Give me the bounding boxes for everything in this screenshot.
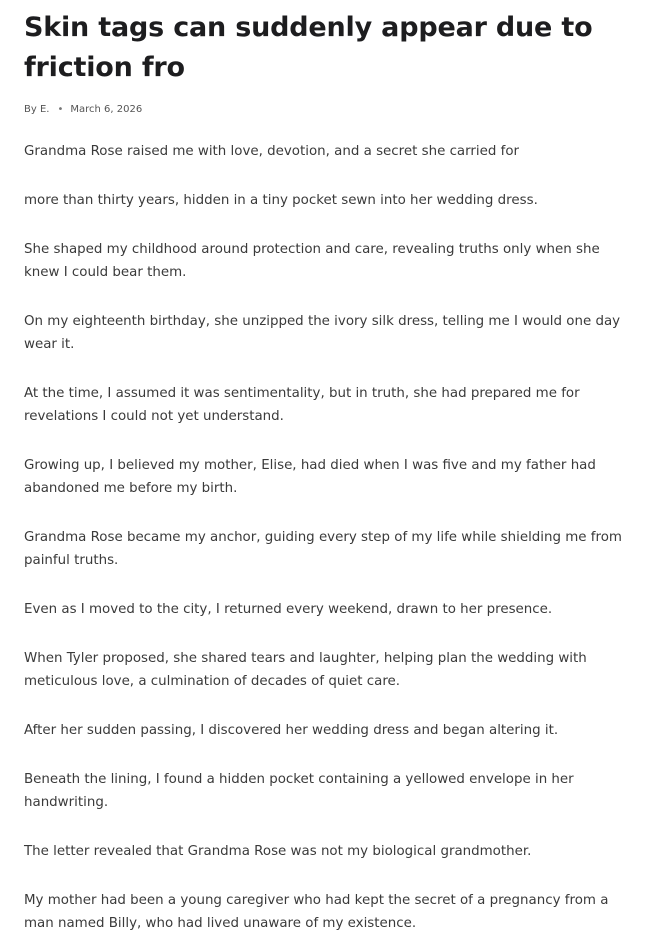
publish-date: March 6, 2026	[70, 104, 143, 115]
paragraph: On my eighteenth birthday, she unzipped the ivory silk dress, telling me I would one day wear it.	[24, 314, 621, 352]
article-body	[24, 140, 634, 935]
paragraph: Beneath the lining, I found a hidden pocket containing a yellowed envelope in her handwriting.	[24, 772, 574, 810]
paragraph: When Tyler proposed, she shared tears and laughter, helping plan the wedding with meticulous love, a culmination of decades of quiet care.	[24, 651, 587, 689]
paragraph: The letter revealed that Grandma Rose was not my biological grandmother.	[24, 844, 532, 859]
paragraph: My mother had been a young caregiver who had kept the secret of a pregnancy from a man named Billy, who had lived unaware of my existence.	[24, 893, 609, 931]
paragraph: Growing up, I believed my mother, Elise, had died when I was five and my father had abandoned me before my birth.	[24, 458, 596, 496]
paragraph: At the time, I assumed it was sentimentality, but in truth, she had prepared me for revelations I could not yet understand.	[24, 386, 580, 424]
paragraph: Grandma Rose raised me with love, devotion, and a secret she carried for	[24, 144, 520, 159]
paragraph: Grandma Rose became my anchor, guiding every step of my life while shielding me from painful truths.	[24, 530, 622, 568]
paragraph: more than thirty years, hidden in a tiny pocket sewn into her wedding dress.	[24, 193, 538, 208]
paragraph: Even as I moved to the city, I returned every weekend, drawn to her presence.	[24, 602, 553, 617]
article-title: Skin tags can suddenly appear due to friction fro	[24, 12, 593, 83]
meta-separator: •	[57, 104, 64, 115]
byline: By E.	[24, 104, 50, 115]
article-meta	[24, 102, 634, 118]
paragraph: She shaped my childhood around protection and care, revealing truths only when she knew I could bear them.	[24, 242, 600, 280]
paragraph: After her sudden passing, I discovered her wedding dress and began altering it.	[24, 723, 559, 738]
